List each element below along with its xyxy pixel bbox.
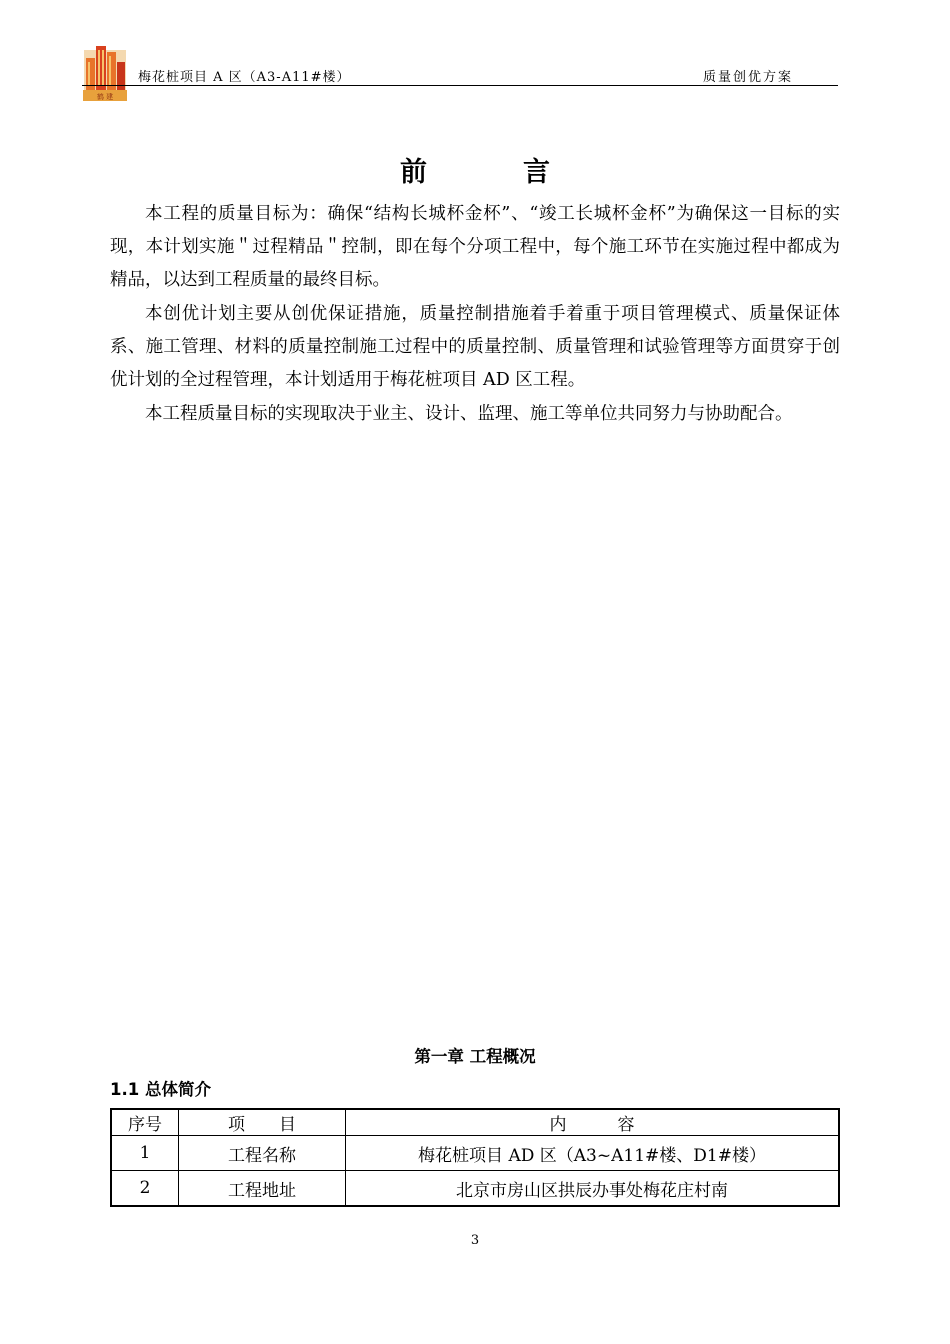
preface-body — [110, 198, 840, 432]
table-cell: 2 — [111, 1171, 179, 1207]
header-cell: 内 容 — [346, 1109, 840, 1136]
chapter-heading: 第一章 工程概况 — [414, 1047, 536, 1066]
logo-text: 鹤 建 — [96, 93, 114, 101]
page-number: 3 — [470, 1233, 480, 1248]
section-heading: 1.1 总体简介 — [110, 1080, 211, 1099]
paragraph: 本工程质量目标的实现取决于业主、设计、监理、施工等单位共同努力与协助配合。 — [145, 404, 793, 424]
header-project: 梅花桩项目 A 区（A3-A11#楼） — [138, 70, 351, 85]
header-doc-title: 质量创优方案 — [703, 70, 794, 85]
table-cell: 工程名称 — [179, 1136, 346, 1171]
overview-table — [110, 1108, 840, 1207]
title-left: 前 — [400, 157, 427, 188]
paragraph: 本工程的质量目标为：确保“结构长城杯金杯”、“竣工长城杯金杯”为确保这一目标的实现，本计划实施＂过程精品＂控制，即在每个分项工程中，每个施工环节在实施过程中都成为精品，以达到工程质量的最终目标。 — [110, 204, 840, 290]
header-cell: 序号 — [111, 1109, 179, 1136]
company-logo — [82, 40, 128, 102]
paragraph: 本创优计划主要从创优保证措施，质量控制措施着手着重于项目管理模式、质量保证体系、施工管理、材料的质量控制施工过程中的质量控制、质量管理和试验管理等方面贯穿于创优计划的全过程管理，本计划适用于梅花桩项目 AD 区工程。 — [110, 304, 840, 390]
table-row — [111, 1171, 839, 1207]
table-header-row — [111, 1109, 839, 1136]
table-cell: 1 — [111, 1136, 179, 1171]
table-cell: 梅花桩项目 AD 区（A3~A11#楼、D1#楼） — [346, 1136, 840, 1171]
title-right: 言 — [523, 157, 550, 188]
header-cell: 项 目 — [179, 1109, 346, 1136]
table-cell: 工程地址 — [179, 1171, 346, 1207]
page-title — [0, 150, 950, 189]
header-rule — [82, 85, 838, 86]
table-cell: 北京市房山区拱辰办事处梅花庄村南 — [346, 1171, 840, 1207]
table-row — [111, 1136, 839, 1171]
